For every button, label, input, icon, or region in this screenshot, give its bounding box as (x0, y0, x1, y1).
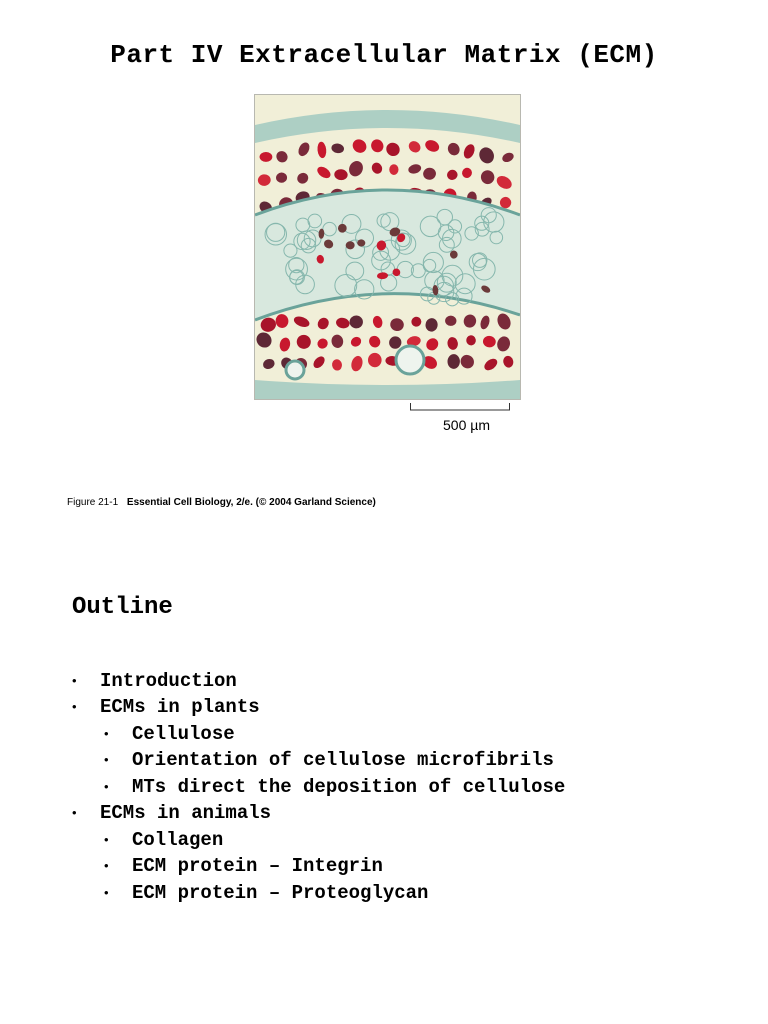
scale-bar (410, 403, 510, 411)
outline-item: • ECMs in plants (72, 694, 565, 720)
slide-title: Part IV Extracellular Matrix (ECM) (110, 40, 658, 70)
bullet-icon: • (104, 831, 109, 847)
bullet-icon: • (104, 725, 109, 741)
outline-subitem: • Collagen (72, 827, 565, 853)
figure-caption (67, 497, 376, 508)
bullet-icon: • (104, 752, 109, 768)
outline-subitem: • Orientation of cellulose microfibrils (72, 747, 565, 773)
bullet-icon: • (72, 805, 77, 821)
outline-heading: Outline (72, 594, 173, 621)
bullet-icon: • (104, 884, 109, 900)
plant-leaf-cross-section-micrograph (254, 94, 521, 400)
bullet-icon: • (72, 699, 77, 715)
stained-cell (389, 164, 398, 175)
scale-bar-label: 500 µm (443, 417, 490, 433)
outline-subitem: • ECM protein – Proteoglycan (72, 880, 565, 906)
figure-source: Essential Cell Biology, 2/e. (© 2004 Garland Science) (126, 497, 376, 508)
outline-subitem: • Cellulose (72, 721, 565, 747)
bullet-icon: • (72, 673, 77, 688)
outline-item: • ECMs in animals (72, 800, 565, 826)
bullet-icon: • (104, 858, 109, 874)
figure-number: Figure 21-1 (67, 497, 119, 508)
outline-subitem: • MTs direct the deposition of cellulose (72, 774, 565, 800)
outline-subitem: • ECM protein – Integrin (72, 853, 565, 879)
outline-item: • Introduction (72, 668, 565, 694)
bullet-icon: • (104, 778, 109, 794)
outline-list (72, 668, 565, 906)
